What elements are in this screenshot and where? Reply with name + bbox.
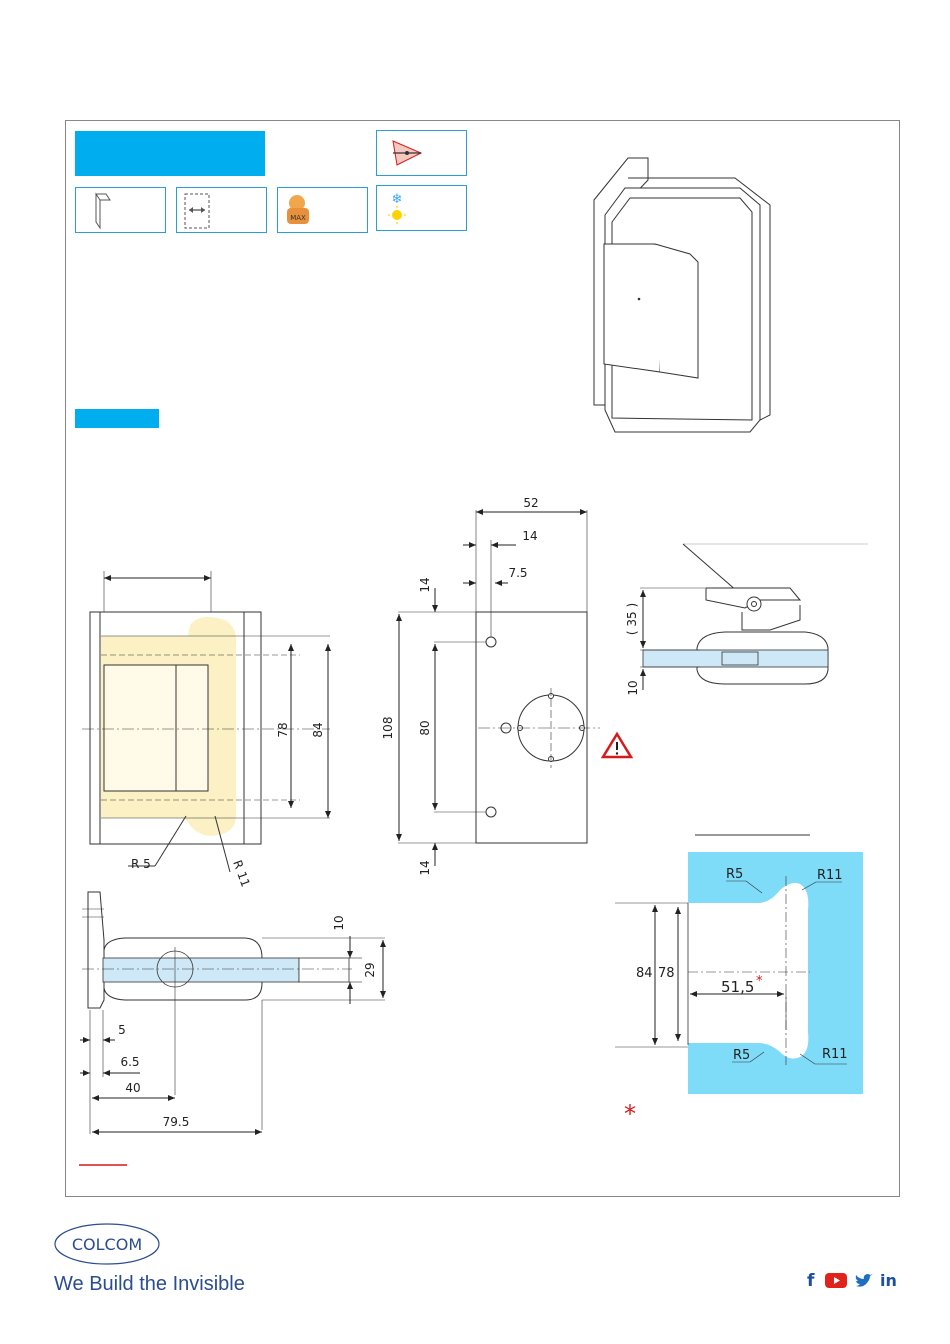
cutout-r5-bottom: R5 (733, 1048, 751, 1063)
radius-r11-label: R 11 (230, 858, 253, 889)
front-plate-drawing (381, 496, 600, 876)
svg-text:❄: ❄ (391, 192, 403, 207)
dim-14-top: 14 (522, 529, 538, 543)
radius-r5-label: R 5 (131, 857, 151, 871)
linkedin-icon[interactable]: in (880, 1271, 897, 1290)
dim-40: 40 (125, 1081, 141, 1095)
cutout-r11-top: R11 (817, 868, 843, 883)
cutout-dim-51-5: 51,5 (721, 978, 755, 996)
hinge-3d-render (594, 158, 770, 432)
cutout-r5-top: R5 (726, 867, 744, 882)
dim-79-5: 79.5 (162, 1115, 190, 1129)
plan-view-drawing (80, 892, 385, 1134)
facebook-icon[interactable]: f (807, 1271, 815, 1291)
dim-10-glass: 10 (626, 680, 640, 696)
warning-icon (603, 734, 631, 757)
dim-10: 10 (332, 915, 346, 931)
cutout-r11-bottom: R11 (822, 1047, 848, 1062)
dim-14-lower: 14 (418, 860, 432, 876)
dim-6-5: 6.5 (120, 1055, 140, 1069)
dim-84: 84 (311, 722, 325, 738)
dim-35-clearance: ( 35 ) (625, 602, 639, 636)
youtube-icon[interactable] (825, 1273, 847, 1288)
cutout-dim-84: 84 (636, 966, 653, 981)
side-view-drawing (82, 571, 330, 889)
colcom-logo (53, 1220, 163, 1268)
twitter-icon[interactable] (854, 1271, 874, 1295)
dim-29: 29 (363, 962, 377, 978)
brand-tagline: We Build the Invisible (54, 1273, 245, 1295)
dim-52: 52 (523, 496, 539, 510)
dim-78: 78 (276, 722, 290, 738)
glass-cutout-drawing (615, 835, 863, 1094)
cutout-dim-78: 78 (658, 966, 675, 981)
clearance-detail-drawing (625, 544, 868, 696)
footnote-star: * (624, 1100, 636, 1128)
cutout-star-marker: * (756, 974, 763, 989)
dim-14-upper: 14 (418, 577, 432, 593)
dim-80: 80 (418, 720, 432, 736)
dim-108: 108 (381, 716, 395, 740)
dim-5: 5 (118, 1023, 126, 1037)
logo-text: COLCOM (71, 1235, 143, 1254)
dim-7-5: 7.5 (508, 566, 528, 580)
svg-text:MAX: MAX (290, 214, 306, 222)
